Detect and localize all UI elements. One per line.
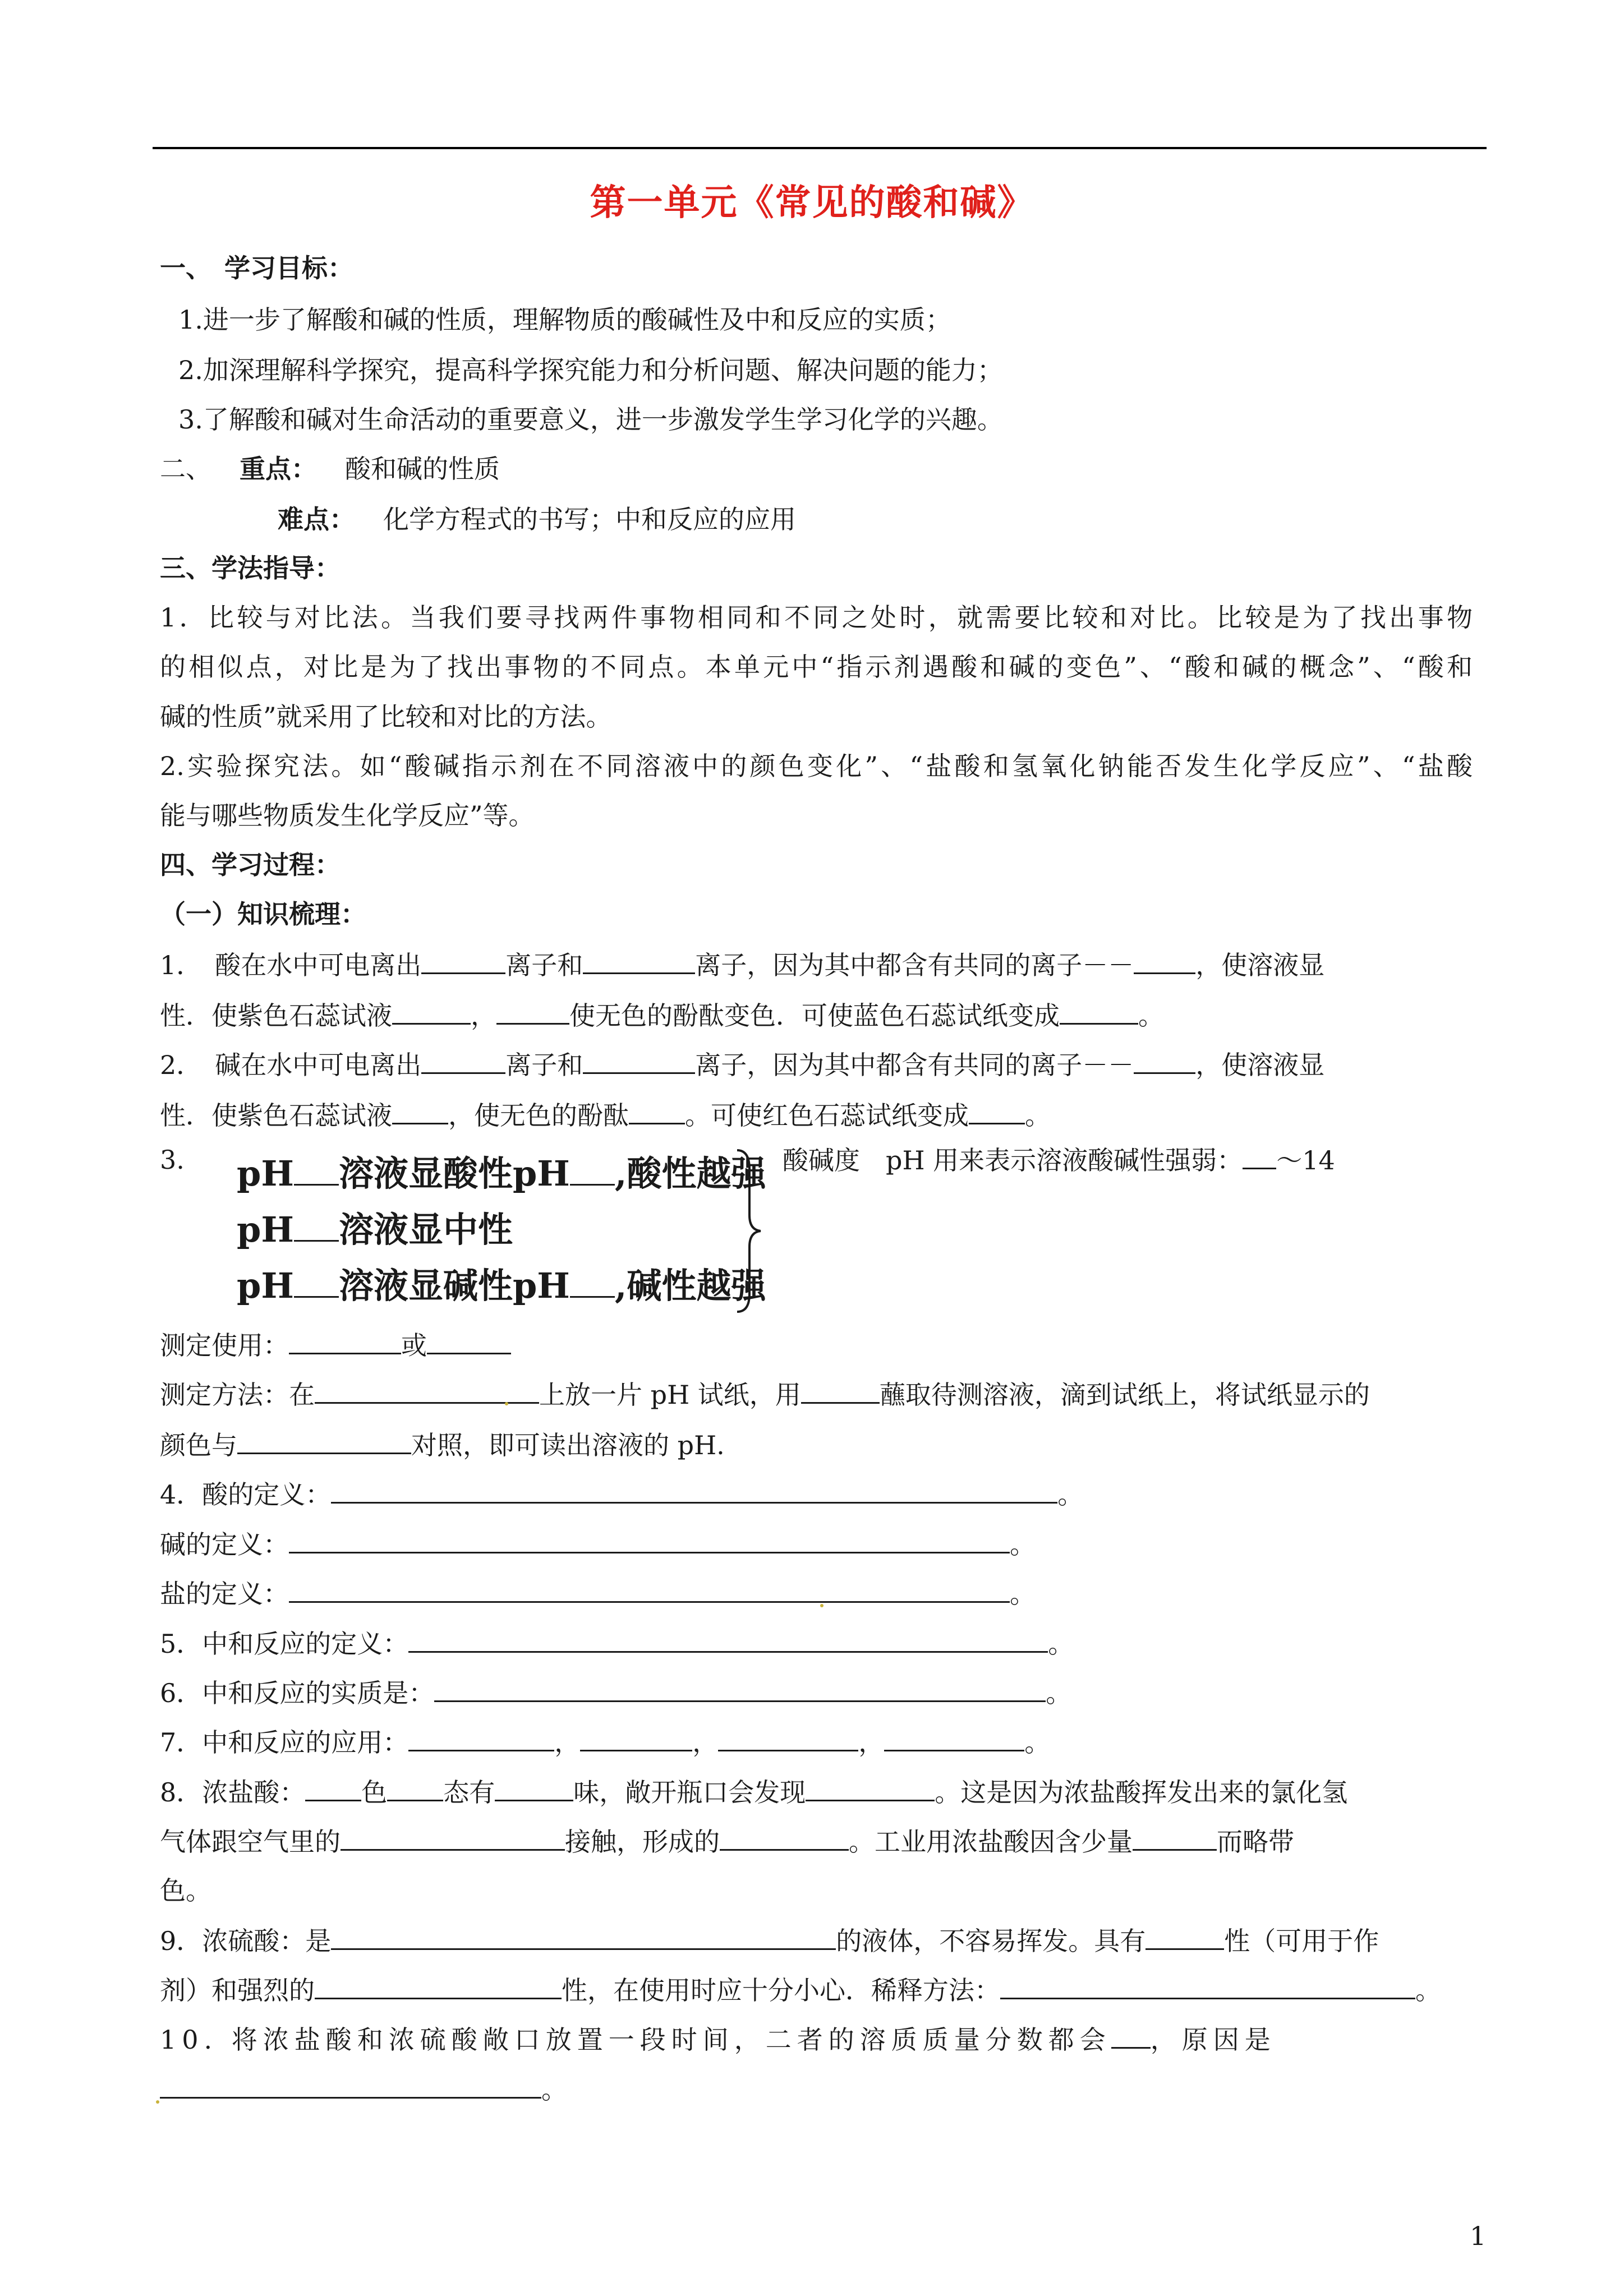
q2-text-f: ，使无色的酚酞 — [448, 1100, 629, 1131]
header-rule — [153, 147, 1487, 149]
q3-use-line — [160, 1329, 511, 1361]
q4-base-blank[interactable] — [289, 1528, 1010, 1553]
q4-base-end: 。 — [1010, 1529, 1036, 1560]
q1-blank-3[interactable] — [1134, 949, 1195, 974]
q10-line-2 — [160, 2073, 567, 2105]
q2-text-c: 离子，因为其中都含有共同的离子－－ — [695, 1050, 1134, 1080]
q4-base-label: 碱的定义： — [160, 1529, 289, 1560]
ph-range-text-b: ～14 — [1276, 1145, 1335, 1175]
q8-text-i: 而略带 — [1217, 1827, 1294, 1857]
q5-label: 5．中和反应的定义： — [160, 1629, 409, 1659]
q1-blank-5[interactable] — [496, 999, 569, 1025]
q8-blank-3[interactable] — [495, 1776, 573, 1801]
q8-blank-1[interactable] — [305, 1776, 361, 1801]
speck-2 — [820, 1604, 823, 1607]
speck-1 — [505, 1402, 508, 1405]
q8-blank-5[interactable] — [341, 1825, 565, 1851]
q2-blank-1[interactable] — [421, 1049, 505, 1074]
q7-sep-1: ， — [554, 1727, 581, 1758]
q9-text-d: 剂）和强烈的 — [160, 1975, 315, 2005]
q1-text-a: 1． 酸在水中可电离出 — [160, 950, 422, 980]
knowledge-subheading: （一）知识梳理： — [160, 899, 366, 929]
ph-neutral-b: 溶液显中性 — [338, 1209, 513, 1250]
q3-use-blank-1[interactable] — [289, 1329, 401, 1354]
ph-basic-blank-1[interactable] — [294, 1265, 339, 1298]
q3-method-text-b: 上放一片 pH 试纸，用 — [539, 1380, 801, 1410]
ph-neutral-a: pH — [237, 1209, 294, 1250]
method-1-line-2: 的相似点，对比是为了找出事物的不同点。本单元中“指示剂遇酸和碱的变色”、“酸和碱的概念”、“酸和 — [160, 652, 1473, 682]
q3-method-text-d: 颜色与 — [160, 1430, 237, 1460]
q8-text-h: 。工业用浓盐酸因含少量 — [849, 1827, 1133, 1857]
q6-line — [160, 1677, 1071, 1709]
q7-sep-2: ， — [692, 1727, 719, 1758]
q5-line — [160, 1628, 1074, 1659]
q7-blank-1[interactable] — [408, 1726, 554, 1751]
ph-range-note — [783, 1144, 1335, 1176]
q7-blank-4[interactable] — [884, 1726, 1024, 1751]
q3-use-blank-2[interactable] — [427, 1329, 511, 1354]
section-1-heading: 一、 学习目标： — [160, 253, 353, 283]
q5-blank[interactable] — [408, 1628, 1048, 1653]
q8-blank-7[interactable] — [1133, 1825, 1217, 1851]
q2-text-h: 。 — [1025, 1100, 1051, 1131]
q9-blank-4[interactable] — [1000, 1974, 1415, 1999]
q8-blank-2[interactable] — [387, 1776, 443, 1801]
q10-text-a: 10. 将浓盐酸和浓硫酸敞口放置一段时间，二者的溶质质量分数都会 — [160, 2025, 1111, 2055]
right-brace-icon — [735, 1147, 763, 1315]
q1-text-e: 性．使紫色石蕊试液 — [160, 1001, 392, 1031]
q7-blank-3[interactable] — [718, 1726, 858, 1751]
ph-acidic-b: 溶液显酸性pH — [338, 1153, 570, 1194]
ph-acidic-blank-1[interactable] — [294, 1152, 339, 1186]
ph-scale-box — [237, 1152, 766, 1321]
q8-text-g: 接触，形成的 — [565, 1827, 720, 1857]
difficulty — [278, 504, 796, 535]
q9-text-e: 性，在使用时应十分小心．稀释方法： — [562, 1975, 1000, 2005]
q2-text-b: 离子和 — [505, 1050, 583, 1080]
q10-blank-2[interactable] — [160, 2073, 541, 2099]
q8-text-d: 味，敞开瓶口会发现 — [573, 1777, 806, 1808]
q3-method-blank-1[interactable] — [315, 1378, 539, 1404]
q9-text-a: 9．浓硫酸：是 — [160, 1926, 332, 1956]
q2-blank-3[interactable] — [1134, 1049, 1195, 1074]
speck-3 — [156, 2100, 159, 2104]
q4-acid-label: 4．酸的定义： — [160, 1479, 332, 1510]
q7-blank-2[interactable] — [580, 1726, 692, 1751]
q9-line-2 — [160, 1974, 1441, 2006]
q10-line-1 — [160, 2023, 1276, 2055]
method-1-line-1: 1．比较与对比法。当我们要寻找两件事物相同和不同之处时，就需要比较和对比。比较是为了找出事物 — [160, 602, 1473, 633]
key-point-text: 酸和碱的性质 — [345, 454, 500, 484]
q10-text-c: 。 — [541, 2074, 567, 2105]
method-1-line-3: 碱的性质”就采用了比较和对比的方法。 — [160, 702, 612, 732]
q4-acid-end: 。 — [1057, 1479, 1084, 1510]
q7-line — [160, 1726, 1050, 1758]
method-2-line-2: 能与哪些物质发生化学反应”等。 — [160, 800, 535, 831]
q8-line-2 — [160, 1825, 1294, 1857]
section-2 — [160, 453, 500, 485]
q8-blank-4[interactable] — [806, 1776, 935, 1801]
q8-text-c: 态有 — [443, 1777, 495, 1808]
q1-text-g: 使无色的酚酞变色．可使蓝色石蕊试纸变成 — [569, 1001, 1060, 1031]
q3-use-text-b: 或 — [401, 1330, 427, 1361]
q9-blank-2[interactable] — [1145, 1925, 1224, 1950]
q7-end: 。 — [1024, 1727, 1051, 1758]
q8-line-3: 色。 — [160, 1875, 211, 1906]
q4-acid-line — [160, 1478, 1083, 1510]
q1-blank-6[interactable] — [1060, 999, 1138, 1025]
q3-use-text-a: 测定使用： — [160, 1330, 289, 1361]
ph-neutral-blank[interactable] — [294, 1209, 339, 1242]
objective-1: 1.进一步了解酸和碱的性质，理解物质的酸碱性及中和反应的实质； — [178, 305, 951, 335]
q4-salt-label: 盐的定义： — [160, 1579, 289, 1609]
difficulty-label: 难点： — [278, 504, 355, 534]
method-2-line-1: 2.实验探究法。如“酸碱指示剂在不同溶液中的颜色变化”、“盐酸和氢氧化钠能否发生化学反应”、“盐酸 — [160, 751, 1473, 781]
page-number: 1 — [1470, 2221, 1487, 2251]
objective-3: 3.了解酸和碱对生命活动的重要意义，进一步激发学生学习化学的兴趣。 — [178, 404, 1003, 435]
q2-text-d: ，使溶液显 — [1195, 1050, 1325, 1080]
q1-text-d: ，使溶液显 — [1195, 950, 1325, 980]
ph-basic-a: pH — [237, 1265, 294, 1306]
q9-text-c: 性（可用于作 — [1224, 1926, 1379, 1956]
page-title: 第一单元《常见的酸和碱》 — [590, 182, 1034, 224]
ph-acidic-c: ,酸性越强 — [614, 1153, 766, 1194]
q9-text-b: 的液体，不容易挥发。具有 — [836, 1926, 1146, 1956]
q3-method-text-a: 测定方法：在 — [160, 1380, 315, 1410]
q7-label: 7．中和反应的应用： — [160, 1727, 409, 1758]
q9-blank-3[interactable] — [315, 1974, 562, 1999]
ph-basic-b: 溶液显碱性pH — [338, 1265, 570, 1306]
q9-blank-1[interactable] — [331, 1925, 836, 1950]
q4-base-line — [160, 1528, 1036, 1560]
q9-text-f: 。 — [1415, 1975, 1441, 2005]
q9-line-1 — [160, 1925, 1379, 1957]
q4-acid-blank[interactable] — [331, 1478, 1057, 1504]
section-4-heading: 四、学习过程： — [160, 850, 341, 880]
q4-salt-end: 。 — [1010, 1579, 1036, 1609]
ph-basic-line — [237, 1265, 766, 1306]
q8-text-f: 气体跟空气里的 — [160, 1827, 341, 1857]
q1-line-2 — [160, 999, 1164, 1031]
difficulty-text: 化学方程式的书写；中和反应的应用 — [383, 504, 796, 534]
q6-blank[interactable] — [434, 1677, 1046, 1702]
q3-method-text-e: 对照，即可读出溶液的 pH. — [411, 1430, 725, 1460]
objective-2: 2.加深理解科学探究，提高科学探究能力和分析问题、解决问题的能力； — [178, 355, 1003, 385]
q1-blank-2[interactable] — [583, 949, 695, 974]
q10-blank-1[interactable] — [1111, 2023, 1151, 2049]
q7-sep-3: ， — [858, 1727, 885, 1758]
q10-text-b: ，原因是 — [1150, 2025, 1276, 2055]
q1-text-h: 。 — [1138, 1001, 1164, 1031]
q2-text-a: 2． 碱在水中可电离出 — [160, 1050, 422, 1080]
q2-line-2 — [160, 1099, 1051, 1131]
q2-line-1 — [160, 1049, 1324, 1081]
ph-neutral-line — [237, 1209, 513, 1250]
q2-blank-4[interactable] — [392, 1099, 448, 1124]
ph-acidic-blank-2[interactable] — [570, 1152, 615, 1186]
q3-number: 3. — [160, 1145, 185, 1175]
ph-acidic-a: pH — [237, 1153, 294, 1194]
q2-blank-6[interactable] — [969, 1099, 1025, 1124]
q3-method-line-2 — [160, 1429, 725, 1461]
q1-text-c: 离子，因为其中都含有共同的离子－－ — [695, 950, 1134, 980]
section-3-heading: 三、学法指导： — [160, 553, 341, 583]
ph-basic-c: ,碱性越强 — [614, 1265, 766, 1306]
q1-text-f: ， — [471, 1001, 496, 1031]
q1-blank-1[interactable] — [421, 949, 505, 974]
ph-basic-blank-2[interactable] — [570, 1265, 615, 1298]
ph-range-text-a: 酸碱度 pH 用来表示溶液酸碱性强弱： — [783, 1145, 1243, 1175]
q3-method-blank-2[interactable] — [801, 1378, 880, 1404]
section-2-num: 二、 — [160, 454, 211, 484]
key-point-label: 重点： — [240, 454, 317, 484]
q8-text-a: 8．浓盐酸： — [160, 1777, 306, 1808]
q2-text-g: 。可使红色石蕊试纸变成 — [685, 1100, 969, 1131]
q5-end: 。 — [1048, 1629, 1074, 1659]
ph-range-blank[interactable] — [1243, 1144, 1276, 1169]
q1-text-b: 离子和 — [505, 950, 583, 980]
q2-text-e: 性．使紫色石蕊试液 — [160, 1100, 392, 1131]
q3-method-text-c: 蘸取待测溶液，滴到试纸上，将试纸显示的 — [879, 1380, 1370, 1410]
q4-salt-blank[interactable] — [289, 1578, 1010, 1603]
q8-line-1 — [160, 1776, 1347, 1808]
q1-line-1 — [160, 949, 1324, 981]
q2-blank-2[interactable] — [583, 1049, 695, 1074]
q6-end: 。 — [1046, 1678, 1072, 1708]
q3-method-line-1 — [160, 1378, 1370, 1410]
q8-blank-6[interactable] — [720, 1825, 849, 1851]
ph-acidic-line — [237, 1152, 766, 1194]
q3-method-blank-3[interactable] — [237, 1429, 411, 1454]
q1-blank-4[interactable] — [392, 999, 471, 1025]
q6-label: 6．中和反应的实质是： — [160, 1678, 435, 1708]
q8-text-e: 。这是因为浓盐酸挥发出来的氯化氢 — [935, 1777, 1348, 1808]
q8-text-b: 色 — [361, 1777, 388, 1808]
q2-blank-5[interactable] — [629, 1099, 685, 1124]
q4-salt-line — [160, 1578, 1036, 1610]
